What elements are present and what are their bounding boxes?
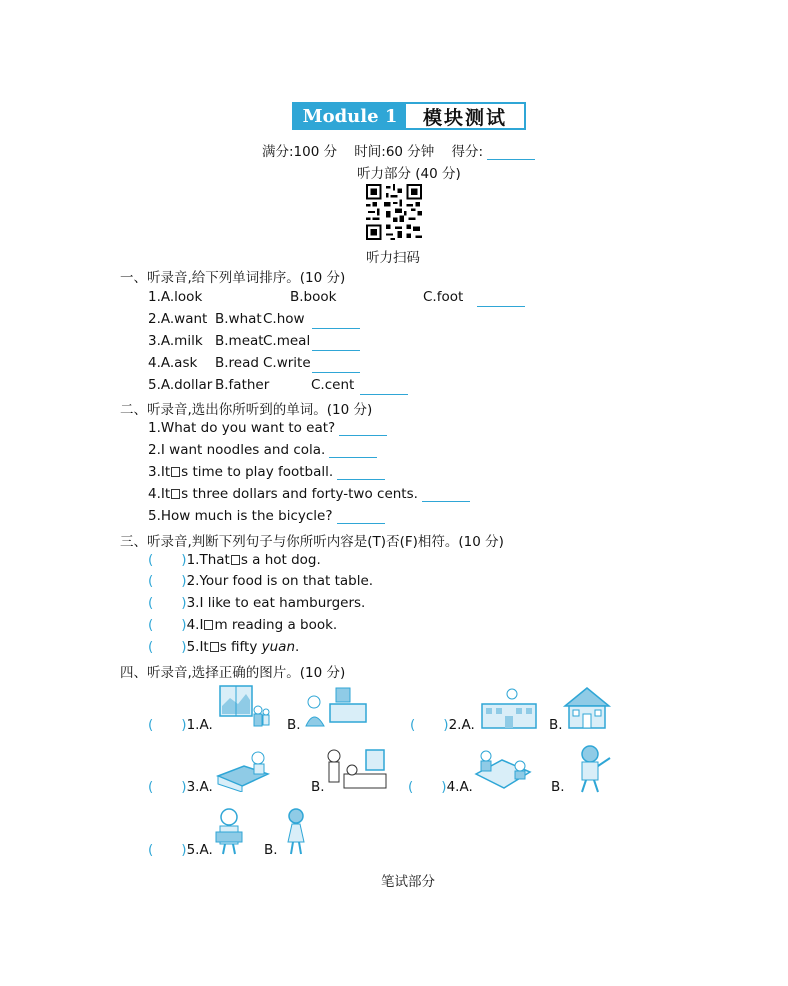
s1-q5-a: 5.A.dollar (148, 377, 213, 393)
s2-q4: 4.It s three dollars and forty-two cents. (148, 486, 470, 502)
s1-q4-a: 4.A.ask (148, 355, 198, 371)
s2-q4-blank[interactable] (422, 487, 470, 502)
s4-q1: ( )1.A. (148, 717, 213, 733)
s4-q2-b-label: B. (549, 717, 563, 733)
s2-q3: 3.It s time to play football. (148, 464, 385, 480)
section-3-heading: 三、听录音,判断下列句子与你所听内容是(T)否(F)相符。(10 分) (120, 534, 504, 550)
s1-q1-a: 1.A.look (148, 289, 203, 305)
s1-q2-c: C.how (263, 311, 305, 327)
s1-q4-blank[interactable] (312, 358, 360, 373)
s4-q4: ( )4.A. (408, 779, 473, 795)
module-label: Module 1 (302, 105, 398, 127)
section-2-heading: 二、听录音,选出你所听到的单词。(10 分) (120, 402, 373, 418)
s1-q2-blank[interactable] (312, 314, 360, 329)
boy-throwing-ball-picture-icon (568, 744, 614, 794)
missing-glyph-icon (171, 489, 180, 499)
s3-q1: ( )1.That s a hot dog. (148, 552, 321, 568)
s4-q1-b-label: B. (287, 717, 301, 733)
score-line (262, 140, 535, 160)
score-blank[interactable] (487, 145, 535, 160)
s4-q4-b-label: B. (551, 779, 565, 795)
s4-q3: ( )3.A. (148, 779, 213, 795)
s2-q2: 2.I want noodles and cola. (148, 442, 377, 458)
school-building-picture-icon (478, 686, 540, 732)
section-4-heading: 四、听录音,选择正确的图片。(10 分) (120, 665, 346, 681)
score-label: 得分: (451, 144, 484, 160)
s4-q5: ( )5.A. (148, 842, 213, 858)
s1-q2-a: 2.A.want (148, 311, 208, 327)
test-label: 模块测试 (406, 104, 524, 128)
time-limit: 时间:60 分钟 (354, 144, 435, 160)
s4-q2: ( )2.A. (410, 717, 475, 733)
s1-q3-a: 3.A.milk (148, 333, 203, 349)
full-score: 满分:100 分 (262, 144, 338, 160)
s4-q5-b-label: B. (264, 842, 278, 858)
s1-q5-b: B.father (215, 377, 270, 393)
house-picture-icon (561, 684, 613, 732)
s3-q3: ( )3.I like to eat hamburgers. (148, 595, 366, 611)
s1-q3-c: C.meal (263, 333, 311, 349)
boy-reading-picture-icon (212, 806, 246, 856)
s2-q5: 5.How much is the bicycle? (148, 508, 385, 524)
written-section-title: 笔试部分 (381, 874, 435, 890)
section-1-heading: 一、听录音,给下列单词排序。(10 分) (120, 270, 346, 286)
s1-q5-c: C.cent (311, 377, 355, 393)
module-title-banner (292, 102, 526, 130)
s1-q1-b: B.book (290, 289, 337, 305)
s3-q2: ( )2.Your food is on that table. (148, 573, 374, 589)
window-view-picture-icon (216, 684, 270, 730)
s1-q4-b: B.read (215, 355, 259, 371)
s1-q1-c: C.foot (423, 289, 464, 305)
s3-q5: ( )5.It s fifty yuan. (148, 639, 300, 655)
s2-q5-blank[interactable] (337, 509, 385, 524)
s1-q1-blank[interactable] (477, 292, 525, 307)
bed-picture-icon (214, 748, 272, 792)
child-in-bed-picture-icon (322, 746, 388, 794)
qr-code-icon (366, 184, 422, 240)
picnic-picture-icon (472, 746, 534, 794)
s2-q1: 1.What do you want to eat? (148, 420, 387, 436)
qr-label: 听力扫码 (366, 250, 420, 266)
girl-standing-picture-icon (280, 806, 312, 856)
s2-q2-blank[interactable] (329, 443, 377, 458)
missing-glyph-icon (171, 467, 180, 477)
s1-q3-blank[interactable] (312, 336, 360, 351)
s1-q5-blank[interactable] (360, 380, 408, 395)
s1-q4-c: C.write (263, 355, 311, 371)
listening-title: 听力部分 (40 分) (357, 166, 461, 182)
s2-q1-blank[interactable] (339, 421, 387, 436)
s4-q3-b-label: B. (311, 779, 325, 795)
s1-q3-b: B.meat (215, 333, 264, 349)
girl-watching-tv-picture-icon (302, 686, 370, 730)
s2-q3-blank[interactable] (337, 465, 385, 480)
s3-q4: ( )4.I m reading a book. (148, 617, 338, 633)
s1-q2-b: B.what (215, 311, 262, 327)
